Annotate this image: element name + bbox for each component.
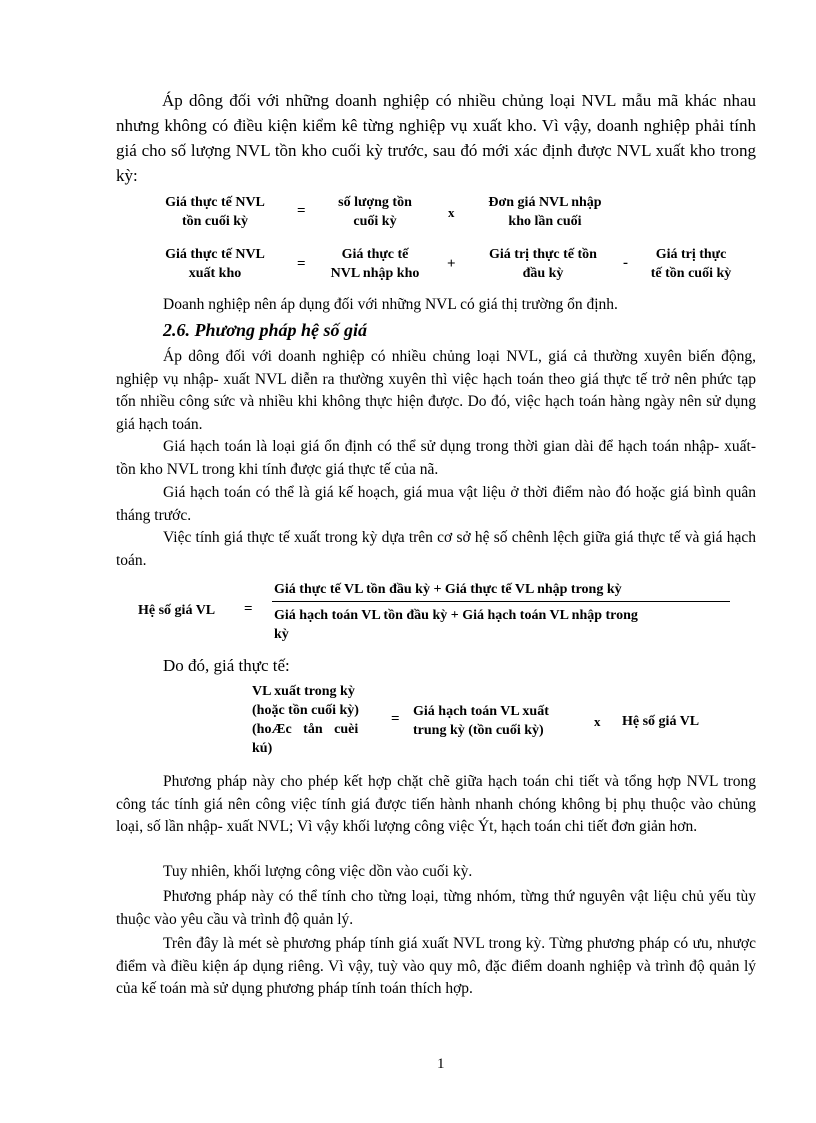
f2-b1: Giá thực tế xyxy=(341,247,409,262)
formula-2-plus: + xyxy=(447,256,456,272)
f2-a1: Giá thực tế NVL xyxy=(165,247,265,262)
f3-den2: kỳ xyxy=(274,627,289,642)
paragraph-9-text: Tuy nhiên, khối lượng công việc dồn vào cuối kỳ. xyxy=(163,863,473,880)
paragraph-8 xyxy=(116,771,756,839)
f2-c2: đầu kỳ xyxy=(522,266,564,281)
paragraph-5 xyxy=(116,482,756,527)
formula-3-label: Hệ số giá VL xyxy=(138,603,216,618)
formula-1-times: x xyxy=(448,205,455,220)
paragraph-4 xyxy=(116,436,756,481)
paragraph-5-text: Giá hạch toán có thể là giá kế hoạch, giá mua vật liệu ở thời điểm nào đó hoặc giá bình quân tháng trước. xyxy=(116,484,756,524)
f1-a1: Giá thực tế NVL xyxy=(165,195,265,210)
f2-a2: xuất kho xyxy=(188,266,242,281)
formula-4-times: x xyxy=(594,714,601,729)
paragraph-11 xyxy=(116,933,756,1001)
paragraph-7 xyxy=(163,655,756,678)
formula-1-left xyxy=(150,193,280,231)
formula-3-equals: = xyxy=(244,601,253,617)
formula-3-denominator xyxy=(274,606,734,644)
f1-c1: Đơn giá NVL nhập xyxy=(488,195,602,210)
paragraph-6 xyxy=(116,527,756,572)
formula-2-fourth xyxy=(636,245,746,283)
formula-2-third xyxy=(468,245,618,283)
paragraph-4-text: Giá hạch toán là loại giá ổn định có thể sử dụng trong thời gian dài để hạch toán nhập- xuất- tồn kho NVL trong khi tính được giá thực tế của nã. xyxy=(116,438,756,478)
f3-den1: Giá hạch toán VL tồn đầu kỳ + Giá hạch toán VL nhập trong xyxy=(274,608,638,623)
f2-b2: NVL nhập kho xyxy=(330,266,420,281)
fraction-bar xyxy=(272,601,730,602)
paragraph-1 xyxy=(116,88,756,188)
paragraph-3 xyxy=(116,346,756,436)
formula-1-right xyxy=(470,193,620,231)
f4-b2: trung kỳ (tồn cuối kỳ) xyxy=(413,723,544,738)
f4-a3: (hoÆc tån cuèi xyxy=(252,722,359,737)
paragraph-10 xyxy=(116,886,756,931)
section-heading: 2.6. Phương pháp hệ số giá xyxy=(163,320,367,340)
f4-a1: VL xuất trong kỳ xyxy=(252,684,355,699)
paragraph-6-text: Việc tính giá thực tế xuất trong kỳ dựa trên cơ sở hệ số chênh lệch giữa giá thực tế và giá hạch toán. xyxy=(116,529,756,569)
f1-c2: kho lần cuối xyxy=(508,214,582,229)
f1-a2: tồn cuối kỳ xyxy=(181,214,249,229)
f2-d2: tế tồn cuối kỳ xyxy=(650,266,732,281)
paragraph-9 xyxy=(163,861,756,884)
formula-4-middle xyxy=(413,702,583,740)
f2-c1: Giá trị thực tế tồn xyxy=(489,247,597,262)
paragraph-2-text: Doanh nghiệp nên áp dụng đối với những NVL có giá thị trường ổn định. xyxy=(163,296,618,313)
f2-d1: Giá trị thực xyxy=(655,247,727,262)
paragraph-3-text: Áp dông đối với doanh nghiệp có nhiều chủng loại NVL, giá cả thường xuyên biến động, nghiệp vụ nhập- xuất NVL diễn ra thường xuyên thì việc hạch toán theo giá thực tế trở nên phức tạp tốn nhiều công sức và nhiều khi không thực hiện được. Do đó, việc hạch toán hàng ngày nên sử dụng giá hạch toán. xyxy=(116,348,756,433)
f4-a4: kú) xyxy=(252,741,273,756)
formula-2-equals: = xyxy=(297,256,306,272)
page-number: 1 xyxy=(437,1056,445,1072)
paragraph-8-text: Phương pháp này cho phép kết hợp chặt chẽ giữa hạch toán chi tiết và tổng hợp NVL trong công tác tính giá nên công việc tính giá được tiến hành nhanh chóng không bị phụ thuộc vào chủng loại, số lần nhập- xuất NVL; Vì vậy khối lượng công việc Ýt, hạch toán chi tiết đơn giản hơn. xyxy=(116,773,756,835)
paragraph-10-text: Phương pháp này có thể tính cho từng loại, từng nhóm, từng thứ nguyên vật liệu chủ yếu tùy thuộc vào yêu cầu và trình độ quản lý. xyxy=(116,888,756,928)
formula-3-numerator: Giá thực tế VL tồn đầu kỳ + Giá thực tế VL nhập trong kỳ xyxy=(274,582,622,597)
f1-b1: số lượng tồn xyxy=(338,195,412,210)
formula-1-equals: = xyxy=(297,203,306,219)
f4-b1: Giá hạch toán VL xuất xyxy=(413,704,549,719)
formula-2-middle xyxy=(312,245,438,283)
f1-b2: cuối kỳ xyxy=(353,214,397,229)
paragraph-7-text: Do đó, giá thực tế: xyxy=(163,656,290,675)
formula-4-equals: = xyxy=(391,711,400,727)
formula-4-left xyxy=(252,682,382,758)
formula-2-left xyxy=(150,245,280,283)
f4-a2: (hoặc tồn cuối kỳ) xyxy=(252,703,359,718)
formula-1-middle xyxy=(315,193,435,231)
formula-4-right: Hệ số giá VL xyxy=(622,714,700,729)
paragraph-11-text: Trên đây là mét sè phương pháp tính giá xuất NVL trong kỳ. Từng phương pháp có ưu, nhược điểm và điều kiện áp dụng riêng. Vì vậy, tuỳ vào quy mô, đặc điểm doanh nghiệp và trình độ quản lý của kế toán mà sử dụng phương pháp tính toán thích hợp. xyxy=(116,935,756,997)
paragraph-1-text: Áp dông đối với những doanh nghiệp có nhiều chủng loại NVL mẫu mã khác nhau nhưng không có điều kiện kiểm kê từng nghiệp vụ xuất kho. Vì vậy, doanh nghiệp phải tính giá cho số lượng NVL tồn kho cuối kỳ trước, sau đó mới xác định được NVL xuất kho trong kỳ: xyxy=(116,91,756,185)
paragraph-2 xyxy=(163,294,756,317)
formula-2-minus: - xyxy=(623,255,628,271)
